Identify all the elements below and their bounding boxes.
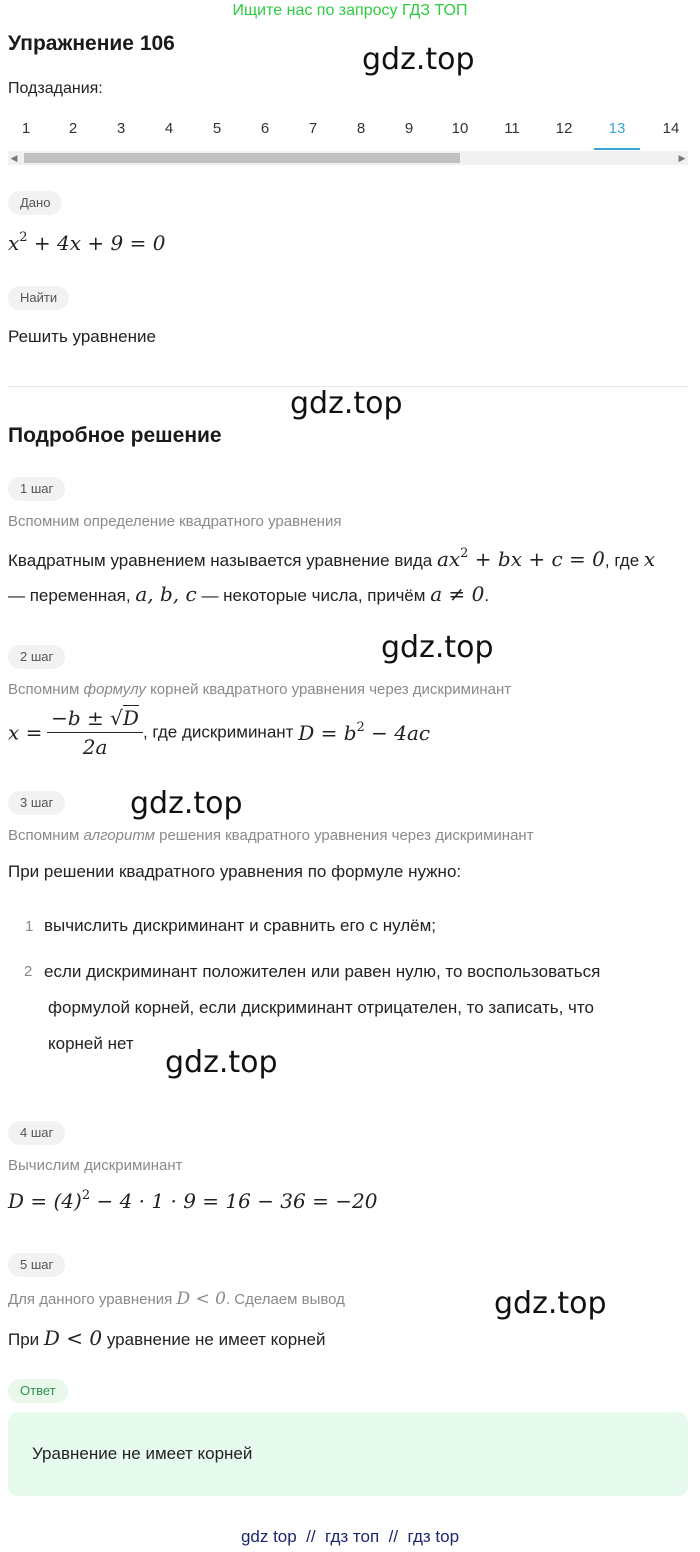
list-item-line: если дискриминант положителен или равен нулю, то воспользоваться — [44, 962, 601, 981]
tab-11[interactable]: 11 — [504, 120, 520, 137]
step-2-formula: x = $\frac{-b \pm √D}{2a}$ , где дискриминант $D = b^2 - 4ac$ — [8, 706, 431, 759]
tab-1[interactable]: 1 — [21, 120, 31, 137]
step-1-text-line-1: Квадратным уравнением называется уравнение вида $ax^2$ + bx + c = 0, где x — [8, 546, 656, 571]
given-label: Дано — [8, 191, 62, 215]
list-number: 1 — [25, 918, 34, 935]
step-4-label: 4 шаг — [8, 1121, 65, 1145]
tab-5[interactable]: 5 — [212, 120, 222, 137]
tab-14[interactable]: 14 — [662, 120, 680, 137]
subtasks-label: Подзадания: — [8, 80, 103, 97]
step-5-subtitle: Для данного уравнения D < 0. Сделаем вывод — [8, 1289, 345, 1309]
step-2-label: 2 шаг — [8, 645, 65, 669]
watermark: gdz.top — [130, 786, 243, 821]
tab-4[interactable]: 4 — [164, 120, 174, 137]
step-1-subtitle: Вспомним определение квадратного уравнения — [8, 513, 342, 530]
subtask-tabs — [0, 118, 700, 150]
given-equation: $x^2 + 4x + 9 = 0$ — [8, 230, 166, 255]
tab-3[interactable]: 3 — [116, 120, 126, 137]
list-item: вычислить дискриминант и сравнить его с нулём; — [44, 916, 437, 935]
search-banner[interactable]: Ищите нас по запросу ГДЗ ТОП — [232, 2, 468, 19]
step-3-intro: При решении квадратного уравнения по формуле нужно: — [8, 862, 462, 881]
step-5-label: 5 шаг — [8, 1253, 65, 1277]
exercise-title: Упражнение 106 — [8, 32, 175, 55]
tab-9[interactable]: 9 — [404, 120, 414, 137]
list-item-line: формулой корней, если дискриминант отрицателен, то записать, что — [48, 998, 594, 1017]
watermark: gdz.top — [165, 1045, 278, 1080]
answer-text: Уравнение не имеет корней — [32, 1444, 253, 1463]
tab-6[interactable]: 6 — [260, 120, 270, 137]
watermark: gdz.top — [494, 1286, 607, 1321]
tab-8[interactable]: 8 — [356, 120, 366, 137]
tab-12[interactable]: 12 — [555, 120, 573, 137]
tabs-scrollbar[interactable] — [8, 151, 688, 165]
step-4-subtitle: Вычислим дискриминант — [8, 1157, 183, 1174]
watermark: gdz.top — [362, 42, 475, 77]
find-text: Решить уравнение — [8, 327, 156, 346]
step-5-conclusion: При D < 0 уравнение не имеет корней — [8, 1326, 326, 1350]
scroll-right-icon[interactable]: ▶ — [678, 153, 686, 163]
scroll-thumb[interactable] — [24, 153, 460, 163]
list-item-line: корней нет — [48, 1034, 134, 1053]
tab-13[interactable]: 13 — [594, 118, 640, 150]
step-4-equation: $D = (4)^2 - 4 \cdot 1 \cdot 9 = 16 - 36 = -20$ — [8, 1188, 378, 1213]
step-1-label: 1 шаг — [8, 477, 65, 501]
step-1-text-line-2: — переменная, a, b, c — некоторые числа, причём a ≠ 0. — [8, 582, 490, 606]
answer-box — [8, 1412, 688, 1496]
solution-title: Подробное решение — [8, 424, 222, 447]
find-label: Найти — [8, 286, 69, 310]
step-3-subtitle: Вспомним алгоритм решения квадратного уравнения через дискриминант — [8, 827, 534, 844]
tab-7[interactable]: 7 — [308, 120, 318, 137]
watermark: gdz.top — [381, 630, 494, 665]
step-3-label: 3 шаг — [8, 791, 65, 815]
scroll-left-icon[interactable]: ◀ — [10, 153, 18, 163]
list-number: 2 — [24, 963, 33, 980]
answer-label: Ответ — [8, 1379, 68, 1403]
footer-links[interactable]: gdz top // гдз топ // гдз top — [240, 1527, 460, 1546]
tab-2[interactable]: 2 — [68, 120, 78, 137]
watermark: gdz.top — [290, 386, 403, 421]
tab-10[interactable]: 10 — [451, 120, 469, 137]
step-2-subtitle: Вспомним формулу корней квадратного уравнения через дискриминант — [8, 681, 512, 698]
